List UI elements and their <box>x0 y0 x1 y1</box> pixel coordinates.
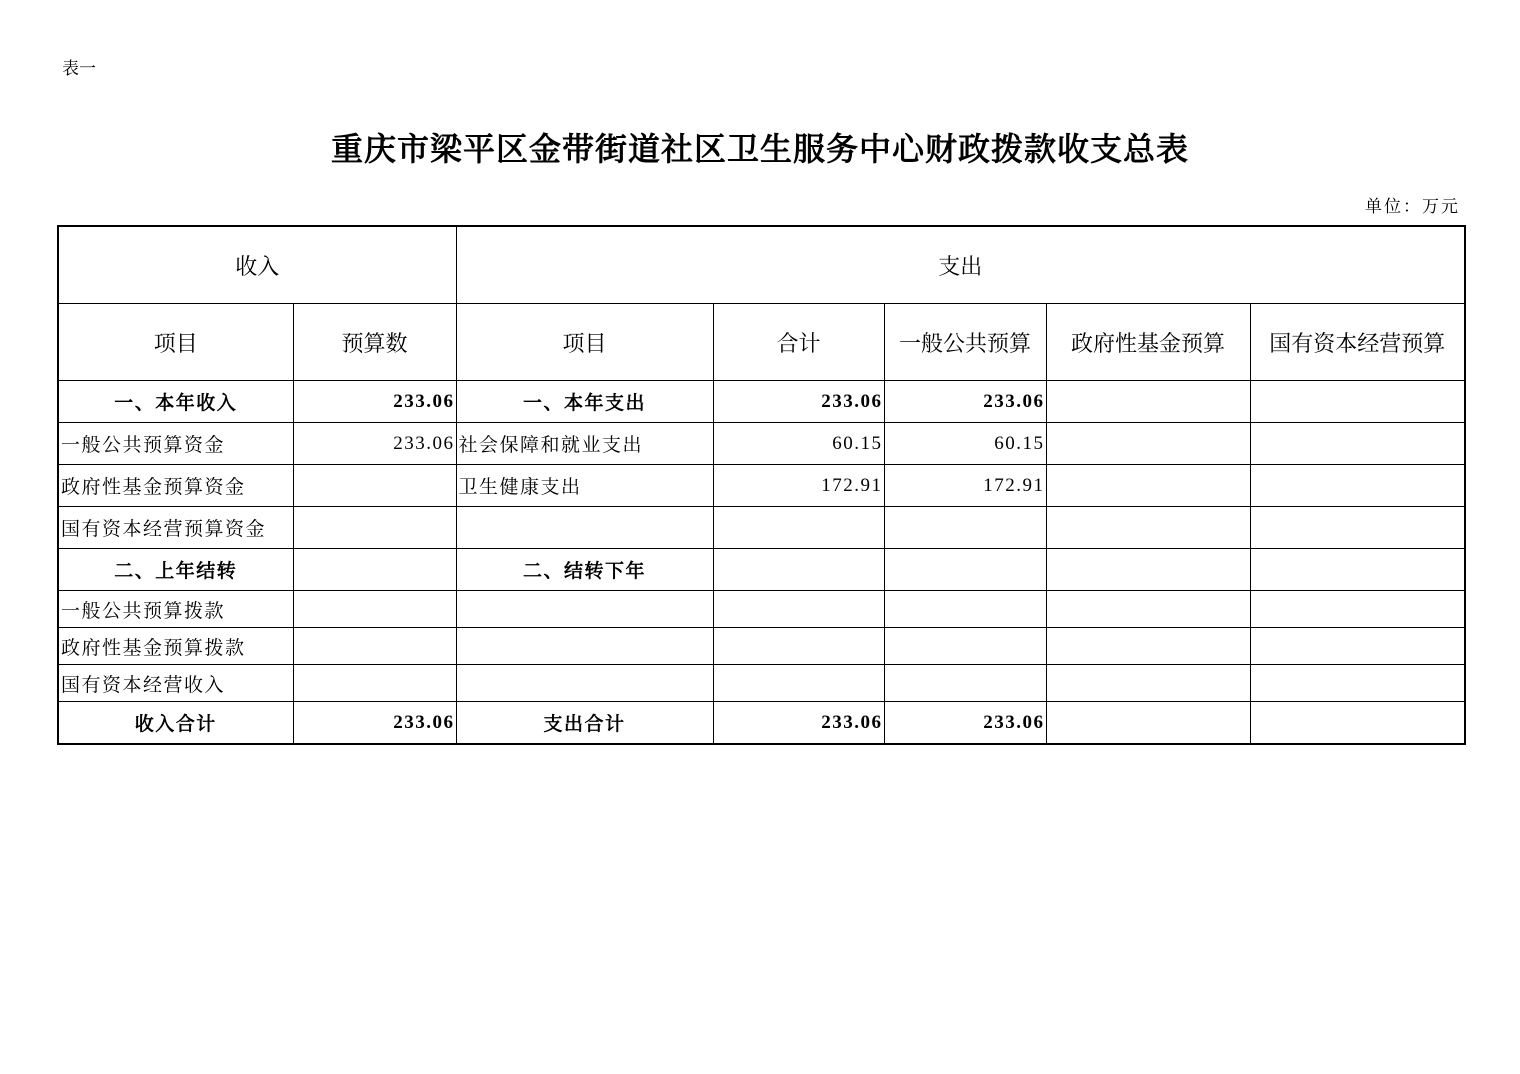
gov-fund-value <box>1046 591 1250 628</box>
finance-summary-table <box>57 225 1466 745</box>
income-budget-header: 预算数 <box>293 304 456 381</box>
general-value <box>884 507 1046 549</box>
unit-label: 单位：万元 <box>1365 197 1460 217</box>
gov-fund-value <box>1046 665 1250 702</box>
income-budget: 233.06 <box>293 423 456 465</box>
income-total-value: 233.06 <box>293 702 456 745</box>
header-row-2 <box>58 304 1465 381</box>
gov-fund-budget-header: 政府性基金预算 <box>1046 304 1250 381</box>
income-item: 政府性基金预算拨款 <box>58 628 293 665</box>
gov-fund-value <box>1046 381 1250 423</box>
general-budget-header: 一般公共预算 <box>884 304 1046 381</box>
income-budget <box>293 628 456 665</box>
general-value: 60.15 <box>884 423 1046 465</box>
total-value <box>713 591 884 628</box>
state-capital-value <box>1250 665 1465 702</box>
totals-row <box>58 702 1465 745</box>
expense-item <box>456 628 713 665</box>
table-row <box>58 665 1465 702</box>
expense-item: 二、结转下年 <box>456 549 713 591</box>
gov-fund-value <box>1046 465 1250 507</box>
income-item: 一、本年收入 <box>58 381 293 423</box>
income-budget <box>293 549 456 591</box>
general-value: 233.06 <box>884 381 1046 423</box>
income-header: 收入 <box>58 226 456 304</box>
expense-total-value: 233.06 <box>713 702 884 745</box>
state-capital-value <box>1250 381 1465 423</box>
expense-item <box>456 507 713 549</box>
state-capital-value <box>1250 507 1465 549</box>
income-budget: 233.06 <box>293 381 456 423</box>
gov-fund-value <box>1046 549 1250 591</box>
income-item: 国有资本经营收入 <box>58 665 293 702</box>
expense-item: 社会保障和就业支出 <box>456 423 713 465</box>
page-title: 重庆市梁平区金带街道社区卫生服务中心财政拨款收支总表 <box>330 130 1189 168</box>
general-value <box>884 549 1046 591</box>
state-capital-value <box>1250 549 1465 591</box>
total-value: 60.15 <box>713 423 884 465</box>
gov-fund-value <box>1046 628 1250 665</box>
table-row <box>58 591 1465 628</box>
general-value: 172.91 <box>884 465 1046 507</box>
income-item: 二、上年结转 <box>58 549 293 591</box>
income-budget <box>293 591 456 628</box>
income-item: 一般公共预算拨款 <box>58 591 293 628</box>
table-row <box>58 628 1465 665</box>
state-capital-budget-header: 国有资本经营预算 <box>1250 304 1465 381</box>
state-capital-value <box>1250 423 1465 465</box>
income-item: 一般公共预算资金 <box>58 423 293 465</box>
total-value: 172.91 <box>713 465 884 507</box>
income-budget <box>293 665 456 702</box>
total-header: 合计 <box>713 304 884 381</box>
income-item: 政府性基金预算资金 <box>58 465 293 507</box>
state-capital-value <box>1250 591 1465 628</box>
gov-fund-value <box>1046 507 1250 549</box>
gov-fund-total-value <box>1046 702 1250 745</box>
state-capital-value <box>1250 465 1465 507</box>
income-item-header: 项目 <box>58 304 293 381</box>
table-row <box>58 381 1465 423</box>
income-item: 国有资本经营预算资金 <box>58 507 293 549</box>
total-value <box>713 665 884 702</box>
expense-item <box>456 665 713 702</box>
expense-total-label: 支出合计 <box>456 702 713 745</box>
expense-header: 支出 <box>456 226 1465 304</box>
total-value <box>713 549 884 591</box>
expense-item: 卫生健康支出 <box>456 465 713 507</box>
total-value <box>713 507 884 549</box>
total-value <box>713 628 884 665</box>
income-total-label: 收入合计 <box>58 702 293 745</box>
table-row <box>58 549 1465 591</box>
expense-item-header: 项目 <box>456 304 713 381</box>
general-value <box>884 591 1046 628</box>
total-value: 233.06 <box>713 381 884 423</box>
income-budget <box>293 507 456 549</box>
state-capital-value <box>1250 628 1465 665</box>
general-value <box>884 665 1046 702</box>
header-row-1 <box>58 226 1465 304</box>
table-row <box>58 423 1465 465</box>
expense-item <box>456 591 713 628</box>
general-total-value: 233.06 <box>884 702 1046 745</box>
table-row <box>58 465 1465 507</box>
general-value <box>884 628 1046 665</box>
state-capital-total-value <box>1250 702 1465 745</box>
table-label: 表一 <box>62 59 96 79</box>
table-row <box>58 507 1465 549</box>
income-budget <box>293 465 456 507</box>
expense-item: 一、本年支出 <box>456 381 713 423</box>
gov-fund-value <box>1046 423 1250 465</box>
